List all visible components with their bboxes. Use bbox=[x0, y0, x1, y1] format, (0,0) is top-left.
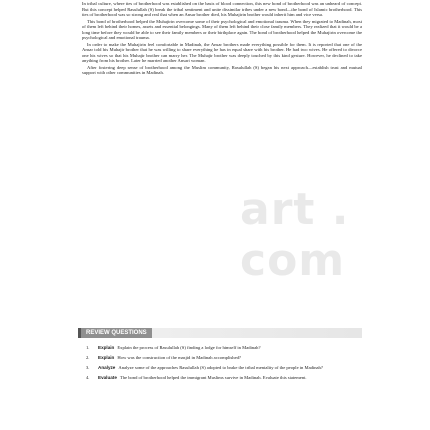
paragraph: In order to make the Muhajirin feel comfortable in Madinah, the Ansar brothers made everything possible for them. It is reported that one of the Ansar told his Muhajir brother that he was willing to share everything he has in equal share with his brother. He had two wives. He offered to divorce one his wives so that his Muhajir brother can marry her. The Muhajir brother was deeply touched by this kind gesture. However, he declined to take anything from his brother. Later he married another Ansari woman. bbox=[82, 41, 362, 63]
question-item bbox=[86, 375, 360, 381]
question-number: 1. bbox=[86, 345, 90, 350]
review-questions-list bbox=[86, 345, 360, 385]
question-keyword: Explain bbox=[98, 345, 115, 350]
question-item bbox=[86, 345, 360, 351]
review-questions-heading: REVIEW QUESTIONS bbox=[78, 328, 152, 338]
body-text bbox=[82, 1, 362, 77]
question-item bbox=[86, 365, 360, 371]
paragraph: This bond of brotherhood helped the Muhajirin overcome some of their psychological and emotional trauma. When they migrated to Madinah, most of them left behind their homes, assets and essential belongings. Many of them left behind their close family members. They realized that it would be a long time before they would be able to see their family members or their birthplace again. The bond of brotherhood helped the Muhajirin overcome the psychological and emotional trauma. bbox=[82, 18, 362, 40]
question-text: Explain the process of Rasulullah (S) finding a lodge for himself in Madinah? bbox=[117, 345, 261, 350]
review-questions-banner bbox=[78, 328, 362, 338]
question-text: The bond of brotherhood helped the immigrant Muslims survive in Madinah. Evaluate this statement. bbox=[119, 375, 307, 380]
question-text: How was the construction of the masjid in Madinah accomplished? bbox=[117, 355, 241, 360]
question-number: 2. bbox=[86, 355, 90, 360]
paragraph: In tribal culture, where ties of brotherhood was established on the basis of blood connection, this new bond of brotherhood was an unheard of concept. But this concept helped Rasulullah (S) break the tribal sentiment and unite dissimilar tribes under a new bond—the bond of Islamic brotherhood. This ties of brotherhood was so strong and real that when an Ansar brother died, his Muhajirin brother would inherit him and vice versa. bbox=[82, 1, 362, 17]
question-keyword: Evaluate bbox=[98, 375, 117, 380]
question-text: Analyze some of the approaches Rasulullah (S) adopted to brake the tribal mentality of the people in Madinah? bbox=[118, 365, 323, 370]
watermark: art . com bbox=[240, 184, 350, 286]
paragraph: After fostering deep sense of brotherhood among the Muslim community, Rasulullah (S) began his next approach—establish trust and mutual support with other communities in Madinah. bbox=[82, 64, 362, 75]
question-keyword: Explain bbox=[98, 355, 115, 360]
question-item bbox=[86, 355, 360, 361]
question-number: 3. bbox=[86, 365, 90, 370]
question-keyword: Analyze bbox=[98, 365, 116, 370]
question-number: 4. bbox=[86, 375, 90, 380]
